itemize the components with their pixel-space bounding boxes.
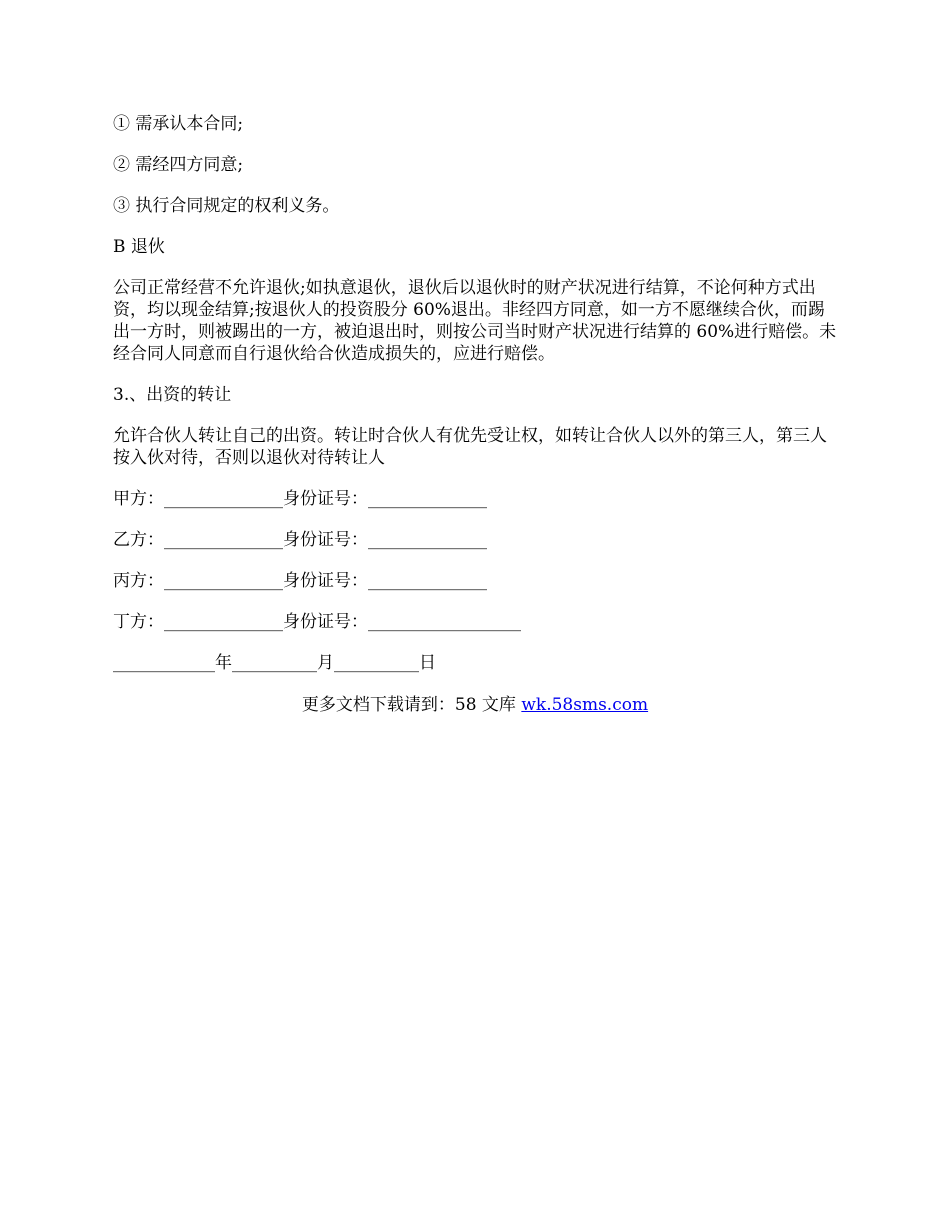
withdrawal-paragraph: 公司正常经营不允许退伙;如执意退伙，退伙后以退伙时的财产状况进行结算，不论何种方式出资，均以现金结算;按退伙人的投资股分 60%退出。非经四方同意，如一方不愿继续合伙，而踢出一方时，则被踢出的一方，被迫退出时，则按公司当时财产状况进行结算的 60%进行赔偿。未经合同人同意而自行退伙给合伙造成损失的，应进行赔偿。 xyxy=(113,278,837,364)
section-heading-withdrawal: B 退伙 xyxy=(113,237,165,257)
transfer-paragraph: 允许合伙人转让自己的出资。转让时合伙人有优先受让权，如转让合伙人以外的第三人，第三人按入伙对待，否则以退伙对待转让人 xyxy=(113,426,827,468)
clause-item-3: ③ 执行合同规定的权利义务。 xyxy=(113,196,340,216)
signature-line-party-d: 丁方：______________身份证号：__________________ xyxy=(113,612,521,632)
document-body xyxy=(113,113,840,693)
date-line: ____________年__________月__________日 xyxy=(113,653,436,673)
footer xyxy=(0,694,950,716)
signature-line-party-c: 丙方：______________身份证号：______________ xyxy=(113,571,487,591)
signature-line-party-b: 乙方：______________身份证号：______________ xyxy=(113,530,487,550)
clause-item-1: ① 需承认本合同; xyxy=(113,114,244,134)
signature-line-party-a: 甲方：______________身份证号：______________ xyxy=(113,489,487,509)
footer-link[interactable]: wk.58sms.com xyxy=(521,695,649,715)
section-heading-transfer: 3.、出资的转让 xyxy=(113,385,232,405)
clause-item-2: ② 需经四方同意; xyxy=(113,155,244,175)
footer-text: 更多文档下载请到：58 文库 xyxy=(301,695,522,715)
